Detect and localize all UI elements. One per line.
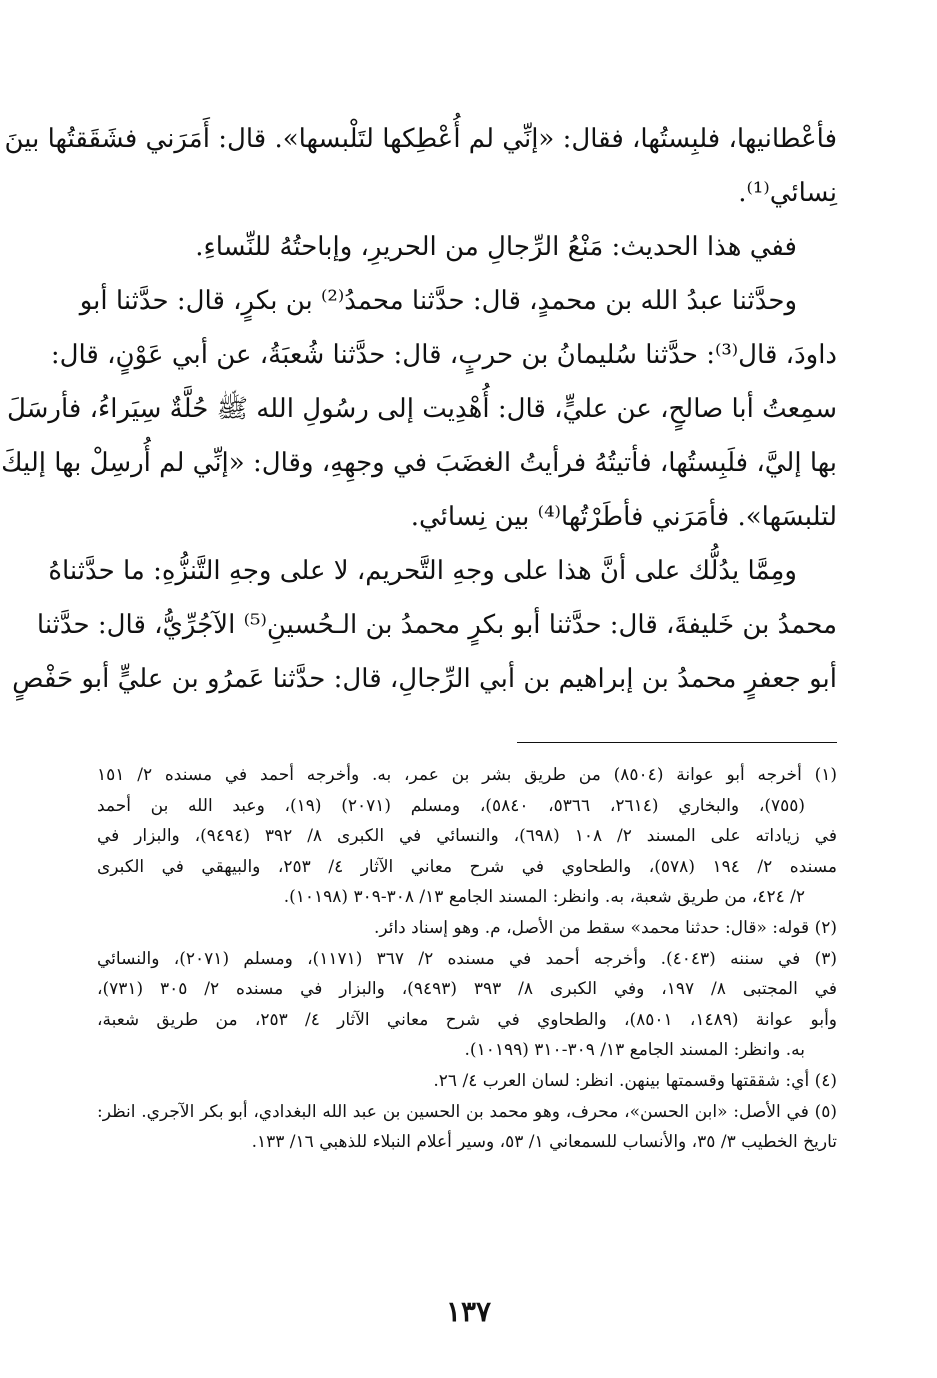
footnote-line: (٤) أي: شققتها وقسمتها بينهن. انظر: لسان العرب ٤/ ٢٦. xyxy=(433,1070,837,1091)
footnotes-block xyxy=(97,760,837,1158)
main-text-line: ففي هذا الحديث: مَنْعُ الرِّجالِ من الحريرِ، وإباحتُهُ للنِّساءِ. xyxy=(195,232,797,262)
main-text-line: ومِمَّا يدُلُّك على أنَّ هذا على وجهِ التَّحريم، لا على وجهِ التَّنزُّهِ: ما حدَّثناهُ xyxy=(48,556,797,586)
footnote-divider xyxy=(517,742,837,743)
footnote-line: (٧٥٥)، والبخاري (٢٦١٤، ٥٣٦٦، ٥٨٤٠)، ومسلم (٢٠٧١) (١٩)، وعبد الله بن أحمد xyxy=(97,795,806,816)
main-text-line: محمدُ بن خَليفةَ، قال: حدَّثنا أبو بكرٍ محمدُ بن الـحُسينِ⁽⁵⁾ الآجُرِّيُّ، قال: حدَّثنا xyxy=(36,610,837,640)
main-text-line: لتلبسَها». فأمَرَني فأطَرْتُها⁽⁴⁾ بين نِسائي. xyxy=(410,502,837,532)
footnote-line: في المجتبى ٨/ ١٩٧، وفي الكبرى ٨/ ٣٩٣ (٩٤٩٣)، والبزار في مسنده ٢/ ٣٠٥ (٧٣١)، xyxy=(97,979,837,1000)
main-text-line: أبو جعفرٍ محمدُ بن إبراهيم بن أبي الرِّجالِ، قال: حدَّثنا عَمرُو بن عليٍّ أبو حَفْصٍ xyxy=(12,664,837,694)
main-text-line: سمِعتُ أبا صالحٍ، عن عليٍّ، قال: أُهْدِيت إلى رسُولِ الله ﷺ حُلَّةٌ سِيَراءُ، فأرسَلَ xyxy=(6,394,837,424)
main-text-block xyxy=(1,112,837,706)
page-number: ١٣٧ xyxy=(445,1295,492,1328)
main-text-line: داودَ، قال⁽³⁾: حدَّثنا سُليمانُ بن حربٍ، قال: حدَّثنا شُعبَةُ، عن أبي عَوْنٍ، قال: xyxy=(50,340,837,370)
footnote-line: وأبو عوانة (١٤٨٩، ٨٥٠١)، والطحاوي في شرح معاني الآثار ٤/ ٢٥٣، من طريق شعبة، xyxy=(97,1009,837,1030)
footnote-line: تاريخ الخطيب ٣/ ٣٥، والأنساب للسمعاني ١/ ٥٣، وسير أعلام النبلاء للذهبي ١٦/ ١٣٣. xyxy=(251,1132,837,1153)
main-text-line: بها إليَّ، فلَبِستُها، فأتيتُهُ فرأيتُ الغضَبَ في وجهِهِ، وقال: «إنِّي لم أُرسِلْ بها إليكَ xyxy=(1,448,837,478)
footnote-line: ٢/ ٤٢٤، من طريق شعبة، به. وانظر: المسند الجامع ١٣/ ٣٠٨-٣٠٩ (١٠١٩٨). xyxy=(283,887,805,908)
footnote-line: (٥) في الأصل: «ابن الحسن»، محرف، وهو محمد بن الحسين بن عبد الله البغدادي، أبو بكر الآجري. انظر: xyxy=(97,1101,837,1122)
main-text-line: نِسائي⁽¹⁾. xyxy=(738,178,837,208)
footnote-line: (١) أخرجه أبو عوانة (٨٥٠٤) من طريق بشر بن عمر، به. وأخرجه أحمد في مسنده ٢/ ١٥١ xyxy=(97,765,837,785)
footnote-line: (٣) في سننه (٤٠٤٣). وأخرجه أحمد في مسنده ٢/ ٣٦٧ (١١٧١)، ومسلم (٢٠٧١)، والنسائي xyxy=(97,948,837,969)
footnote-line: (٢) قوله: «قال: حدثنا محمد» سقط من الأصل، م. وهو إسناد دائر. xyxy=(373,917,837,938)
footnote-line: مسنده ٢/ ١٩٤ (٥٧٨)، والطحاوي في شرح معاني الآثار ٤/ ٢٥٣، والبيهقي في الكبرى xyxy=(97,856,838,877)
main-text-line: وحدَّثنا عبدُ الله بن محمدٍ، قال: حدَّثنا محمدُ⁽²⁾ بن بكرٍ، قال: حدَّثنا أبو xyxy=(79,286,797,316)
footnote-line: في زياداته على المسند ٢/ ١٠٨ (٦٩٨)، والنسائي في الكبرى ٨/ ٣٩٢ (٩٤٩٤)، والبزار في xyxy=(97,826,837,847)
main-text-line: فأعْطانيها، فلبِستُها، فقال: «إنِّي لم أُعْطِكها لتَلْبسها». قال: أَمَرَني فشَقَقتُها بينَ xyxy=(4,124,837,154)
footnote-line: به. وانظر: المسند الجامع ١٣/ ٣٠٩-٣١٠ (١٠١٩٩). xyxy=(464,1040,805,1061)
